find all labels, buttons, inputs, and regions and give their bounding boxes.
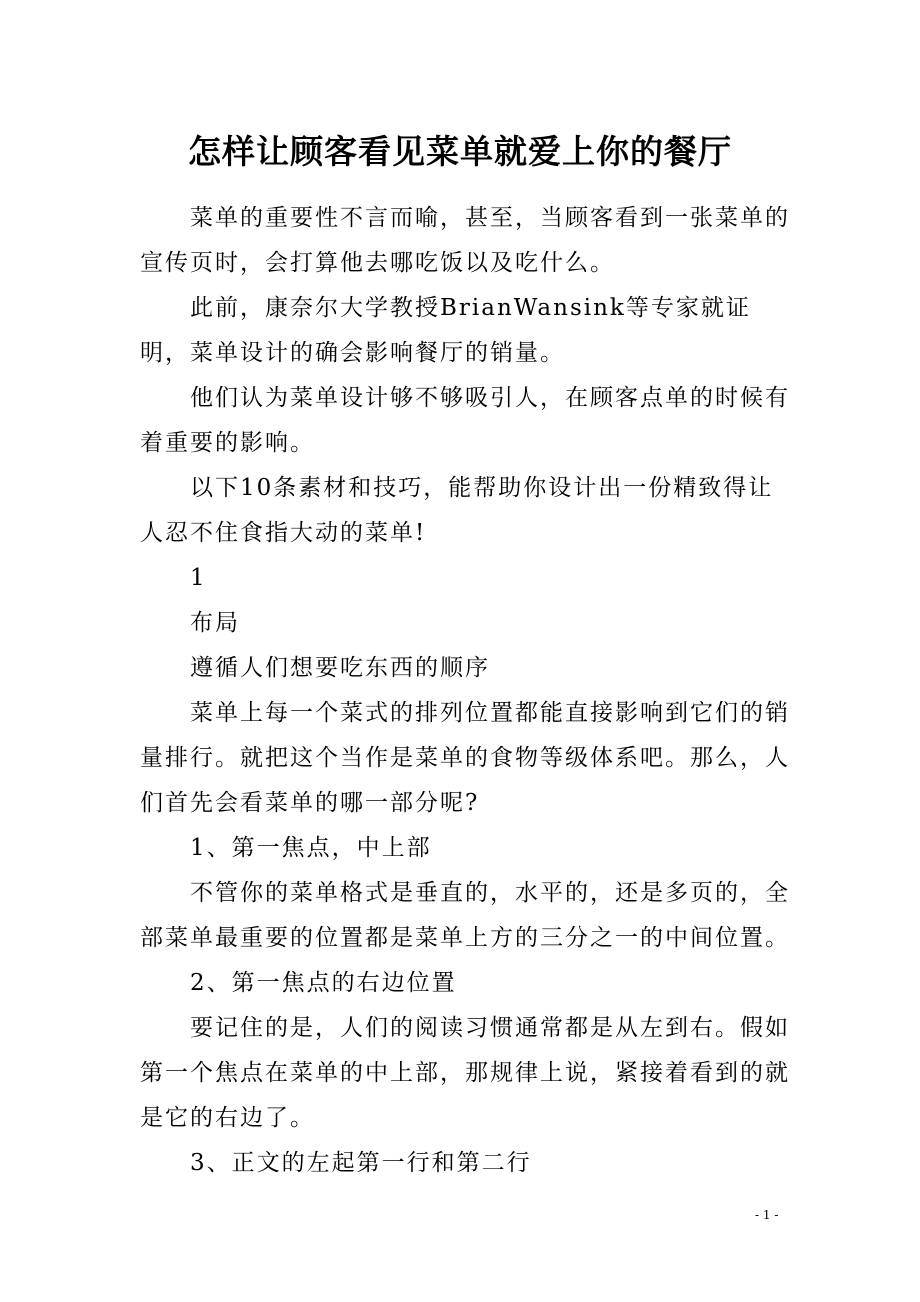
- paragraph: 他们认为菜单设计够不够吸引人，在顾客点单的时候有着重要的影响。: [140, 385, 790, 456]
- document-body: [140, 196, 790, 1186]
- paragraph: 不管你的菜单格式是垂直的，水平的，还是多页的，全部菜单最重要的位置都是菜单上方的三分之一的中间位置。: [140, 880, 790, 951]
- document-title: 怎样让顾客看见菜单就爱上你的餐厅: [188, 132, 732, 171]
- paragraph: 菜单的重要性不言而喻，甚至，当顾客看到一张菜单的宣传页时，会打算他去哪吃饭以及吃什么。: [140, 205, 790, 276]
- paragraph: 此前，康奈尔大学教授BrianWansink等专家就证明，菜单设计的确会影响餐厅的销量。: [140, 295, 751, 366]
- section-subheading: 遵循人们想要吃东西的顺序: [190, 655, 490, 681]
- section-heading: 布局: [190, 610, 240, 636]
- list-heading: 2、第一焦点的右边位置: [190, 970, 457, 996]
- list-heading: 1、第一焦点，中上部: [190, 835, 432, 861]
- paragraph: 要记住的是，人们的阅读习惯通常都是从左到右。假如第一个焦点在菜单的中上部，那规律上说，紧接着看到的就是它的右边了。: [140, 1015, 790, 1131]
- paragraph: 菜单上每一个菜式的排列位置都能直接影响到它们的销量排行。就把这个当作是菜单的食物等级体系吧。那么，人们首先会看菜单的哪一部分呢?: [140, 700, 790, 816]
- section-number: 1: [190, 565, 207, 591]
- list-heading: 3、正文的左起第一行和第二行: [190, 1150, 532, 1176]
- page-number: - 1 -: [755, 1208, 779, 1222]
- paragraph: 以下10条素材和技巧，能帮助你设计出一份精致得让人忍不住食指大动的菜单!: [140, 475, 774, 546]
